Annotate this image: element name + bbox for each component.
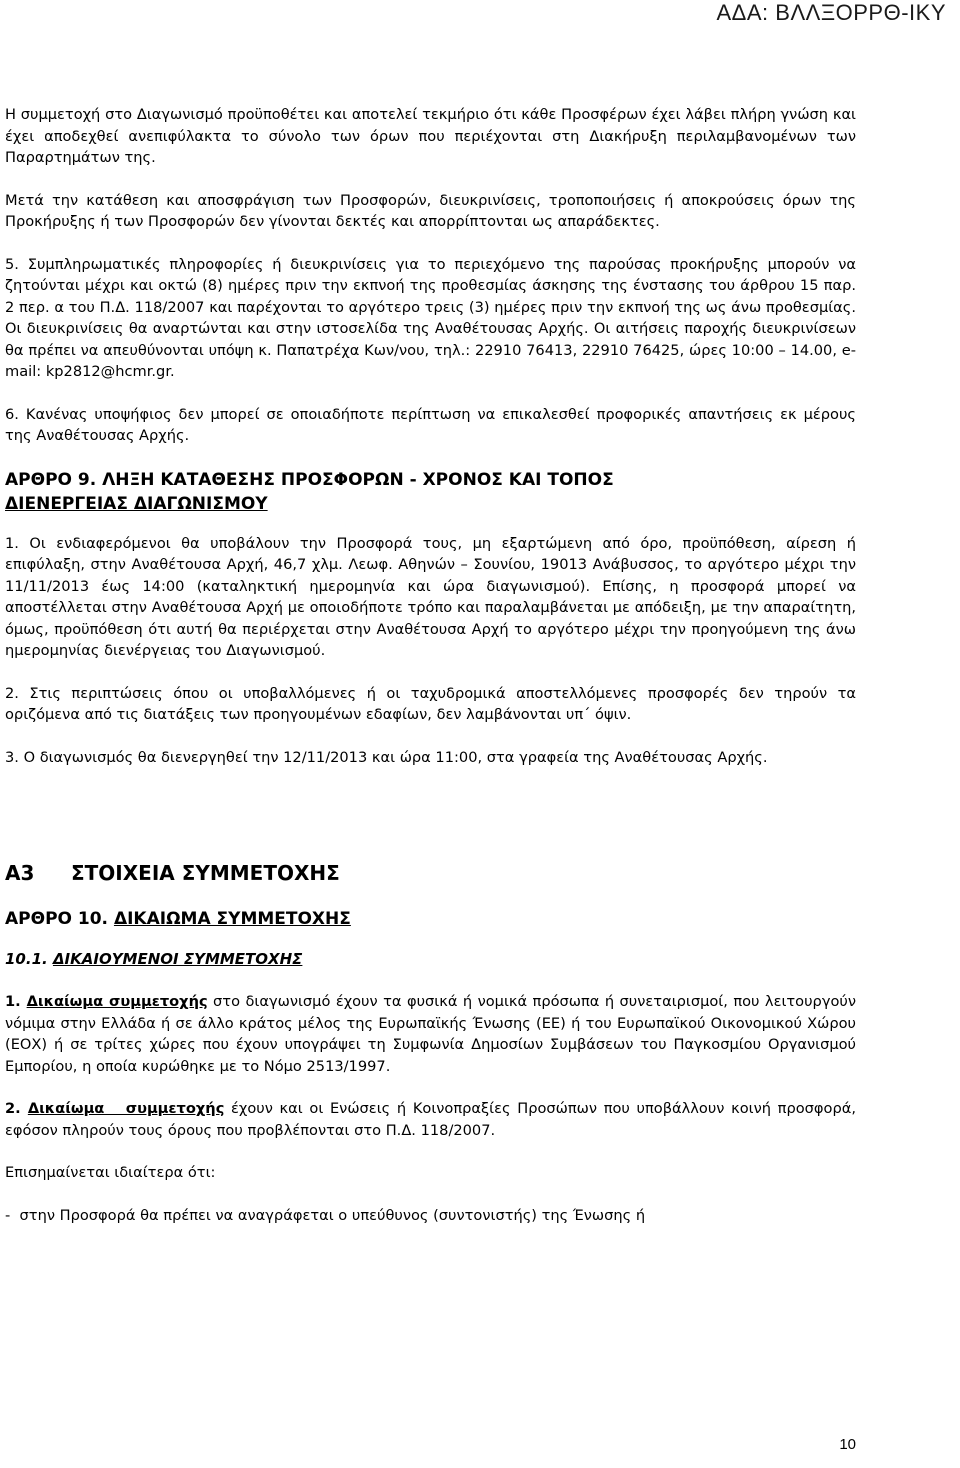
article-10-item-2 [5, 1098, 856, 1141]
dash-item: - στην Προσφορά θα πρέπει να αναγράφεται ο υπεύθυνος (συντονιστής) της Ένωσης ή [5, 1206, 646, 1224]
emphasis-line: Επισημαίνεται ιδιαίτερα ότι: [5, 1164, 216, 1181]
article-9-item-3: 3. Ο διαγωνισμός θα διενεργηθεί την 12/11/2013 και ώρα 11:00, στα γραφεία της Αναθέτουσας Αρχής. [5, 748, 768, 766]
paragraph-item-5: 5. Συμπληρωματικές πληροφορίες ή διευκρινίσεις για το περιεχόμενο της παρούσας προκήρυξης μπορούν να ζητούνται μέχρι και οκτώ (8) ημέρες πριν την εκπνοή της προθεσμίας άσκησης της ένστασης του άρθρου 15 παρ. 2 περ. α του Π.Δ. 118/2007 και παρέχονται το αργότερο τρεις (3) ημέρες πριν την εκπνοή της ως άνω προθεσμίας. Οι διευκρινίσεις θα αναρτώνται και στην ιστοσελίδα της Αναθέτουσας Αρχής. Οι αιτήσεις παροχής διευκρινίσεων θα πρέπει να απευθύνονται υπόψη κ. Παπατρέχα Κων/νου, τηλ.: 22910 76413, 22910 76425, ώρες 10:00 – 14.00, e-mail: kp2812@hcmr.gr. [5, 255, 856, 380]
paragraph-item-6: 6. Κανένας υποψήφιος δεν μπορεί σε οποιαδήποτε περίπτωση να επικαλεσθεί προφορικές απαντήσεις εκ μέρους της Αναθέτουσας Αρχής. [5, 405, 856, 444]
article-10-item-1 [5, 991, 856, 1077]
item-2-text: έχουν και οι Ενώσεις ή Κοινοπραξίες Προσώπων που υποβάλλουν κοινή προσφορά, εφόσον πληρούν τους όρους που προβλέπονται στο Π.Δ. 118/2007. [5, 1100, 856, 1139]
article-10-1-heading [5, 948, 856, 970]
paragraph-after-opening: Μετά την κατάθεση και αποσφράγιση των Προσφορών, διευκρινίσεις, τροποποιήσεις ή αποκρούσεις όρων της Προκήρυξης ή των Προσφορών δεν γίνονται δεκτές και απορρίπτονται ως απαράδεκτες. [5, 191, 856, 230]
article-9-heading [5, 468, 856, 516]
article-10-1-prefix: 10.1. [5, 950, 53, 968]
section-a3-number: Α3 [5, 861, 35, 885]
item-1-text: στο διαγωνισμό έχουν τα φυσικά ή νομικά πρόσωπα ή συνεταιρισμοί, που λειτουργούν νόμιμα στην Ελλάδα ή σε άλλο κράτος μέλος της Ευρωπαϊκής Ένωσης (ΕΕ) ή του Ευρωπαϊκού Οικονομικού Χώρου (ΕΟΧ) ή σε τρίτες χώρες που έχουν υπογράψει τη Συμφωνία Δημοσίων Συμβάσεων του Παγκοσμίου Οργανισμού Εμπορίου, η οποία κυρώθηκε με το Νόμο 2513/1997. [5, 993, 856, 1075]
paragraph-participation: Η συμμετοχή στο Διαγωνισμό προϋποθέτει και αποτελεί τεκμήριο ότι κάθε Προσφέρων έχει λάβει πλήρη γνώση και έχει αποδεχθεί ανεπιφύλακτα το σύνολο των όρων που περιέχονται στη Διακήρυξη περιλαμβανομένων των Παραρτημάτων της. [5, 106, 856, 166]
document-body [5, 104, 856, 1226]
section-a3-title: ΣΤΟΙΧΕΙΑ ΣΥΜΜΕΤΟΧΗΣ [71, 861, 340, 885]
ada-header: ΑΔΑ: ΒΛΛΞΟΡΡΘ-ΙΚΥ [716, 0, 946, 25]
article-9-heading-line1: ΑΡΘΡΟ 9. ΛΗΞΗ ΚΑΤΑΘΕΣΗΣ ΠΡΟΣΦΟΡΩΝ - ΧΡΟΝΟΣ ΚΑΙ ΤΟΠΟΣ [5, 469, 614, 490]
article-9-item-1: 1. Οι ενδιαφερόμενοι θα υποβάλουν την Προσφορά τους, μη εξαρτώμενη από όρο, προϋπόθεση, αίρεση ή επιφύλαξη, στην Αναθέτουσα Αρχή, 46,7 χλμ. Λεωφ. Αθηνών – Σουνίου, 19013 Ανάβυσσος, το αργότερο μέχρι την 11/11/2013 έως 14:00 (καταληκτική ημερομηνία και ώρα διαγωνισμού). Επίσης, η προσφορά μπορεί να αποστέλλεται στην Αναθέτουσα Αρχή με οποιοδήποτε τρόπο και παραλαμβάνεται με απόδειξη, με την απαραίτητη, όμως, προϋπόθεση ότι αυτή θα περιέρχεται στην Αναθέτουσα Αρχή το αργότερο μέχρι την προηγούμενη της άνω ημερομηνίας διενέργειας του Διαγωνισμού. [5, 534, 856, 659]
page-number: 10 [839, 1436, 856, 1453]
article-10-heading [5, 907, 856, 931]
item-2-number: 2. [5, 1100, 28, 1117]
section-a3-heading [5, 860, 856, 886]
item-1-bold: Δικαίωμα συμμετοχής [26, 993, 208, 1010]
article-10-title: ΔΙΚΑΙΩΜΑ ΣΥΜΜΕΤΟΧΗΣ [113, 909, 351, 929]
article-9-heading-line2: ΔΙΕΝΕΡΓΕΙΑΣ ΔΙΑΓΩΝΙΣΜΟΥ [5, 493, 268, 514]
item-1-number: 1. [5, 993, 27, 1010]
article-9-item-2: 2. Στις περιπτώσεις όπου οι υποβαλλόμενες ή οι ταχυδρομικά αποστελλόμενες προσφορές δεν τηρούν τα οριζόμενα από τις διατάξεις των προηγουμένων εδαφίων, δεν λαμβάνονται υπ΄ όψιν. [5, 684, 856, 723]
article-10-1-title: ΔΙΚΑΙΟΥΜΕΝΟΙ ΣΥΜΜΕΤΟΧΗΣ [52, 950, 303, 968]
item-2-bold: Δικαίωμα συμμετοχής [27, 1100, 225, 1117]
article-10-prefix: ΑΡΘΡΟ 10. [5, 909, 114, 929]
